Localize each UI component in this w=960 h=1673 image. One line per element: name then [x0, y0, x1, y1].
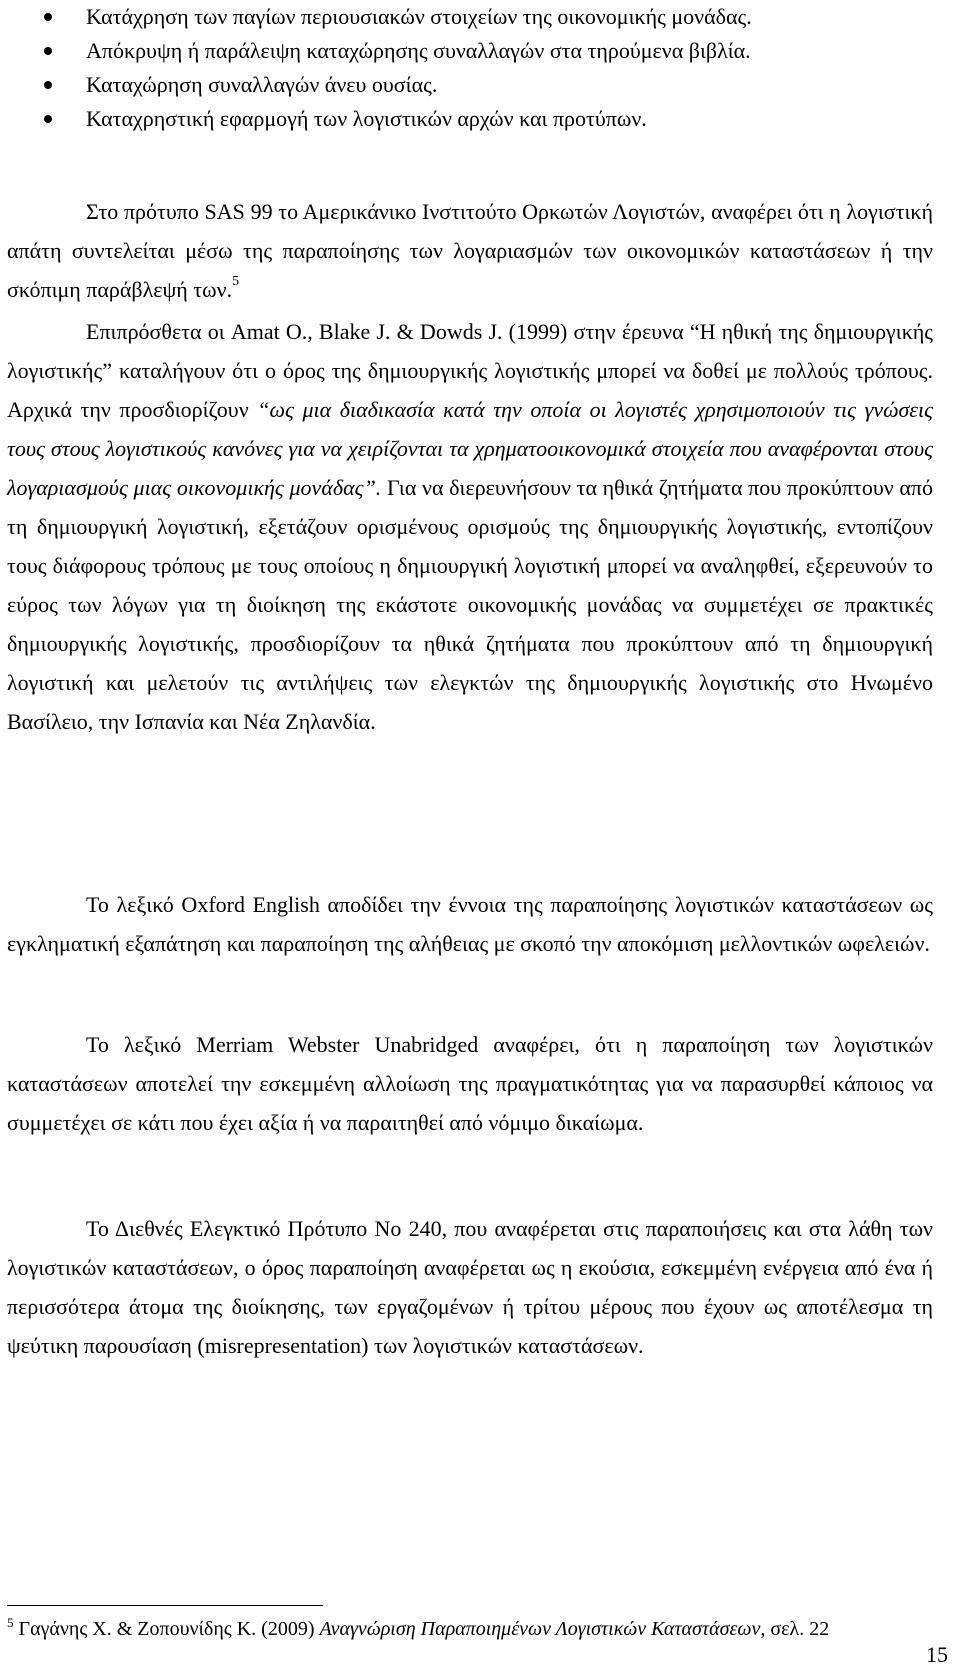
paragraph-merriam-webster: Το λεξικό Merriam Webster Unabridged αναφέρει, ότι η παραποίηση των λογιστικών καταστάσεων αποτελεί την εσκεμμένη αλλοίωση της πραγματικότητας για να παρασυρθεί κάποιος να συμμετέχει σε κάτι που έχει αξία ή να παραιτηθεί από νόμιμο δικαίωμα. — [7, 1032, 933, 1135]
definition-quote: “ως μια διαδικασία κατά την οποία οι λογιστές χρησιμοποιούν τις γνώσεις τους στους λογιστικούς κανόνες για να χειρίζονται τα χρηματοοικονομικά στοιχεία που αναφέρονται στους λογαριασμούς μιας οικονομικής μονάδας”. — [7, 397, 933, 500]
paragraph-creative-accounting: Επιπρόσθετα οι Amat O., Blake J. & Dowds J. (1999) στην έρευνα “Η ηθική της δημιουργικής λογιστικής” καταλήγουν ότι ο όρος της δημιουργικής λογιστικής μπορεί να δοθεί με πολλούς τρόπους. Αρχικά την προσδιορίζουν “ως μια διαδικασία κατά την οποία οι λογιστές χρησιμοποιούν τις γνώσεις τους στους λογιστικούς κανόνες για να χειρίζονται τα χρηματοοικονομικά στοιχεία που αναφέρονται στους λογαριασμούς μιας οικονομικής μονάδας”. Για να διερευνήσουν τα ηθικά ζητήματα που προκύπτουν από τη δημιουργική λογιστική, εξετάζουν ορισμένους ορισμούς της δημιουργικής λογιστικής, εντοπίζουν τους διάφορους τρόπους με τους οποίους η δημιουργική λογιστική μπορεί να αναληφθεί, εξερευνούν το εύρος των λόγων για τη διοίκηση της εκάστοτε οικονομικής μονάδας να συμμετέχει σε πρακτικές δημιουργικής λογιστικής, προσδιορίζουν τα ηθικά ζητήματα που προκύπτουν από τη δημιουργική λογιστική και μελετούν τις αντιλήψεις των ελεγκτών της δημιουργικής λογιστικής στο Ηνωμένο Βασίλειο, την Ισπανία και Νέα Ζηλανδία. — [7, 319, 934, 734]
footnote-ref: 5 — [232, 274, 240, 289]
bullet-item: Καταχρηστική εφαρμογή των λογιστικών αρχών και προτύπων. — [0, 102, 960, 136]
bullet-item: Απόκρυψη ή παράλειψη καταχώρησης συναλλαγών στα τηρούμενα βιβλία. — [0, 34, 960, 68]
bullet-item: Καταχώρηση συναλλαγών άνευ ουσίας. — [0, 68, 960, 102]
bullet-item: Κατάχρηση των παγίων περιουσιακών στοιχείων της οικονομικής μονάδας. — [0, 0, 960, 34]
paragraph-oxford: Το λεξικό Oxford English αποδίδει την έννοια της παραποίησης λογιστικών καταστάσεων ως εγκληματική εξαπάτηση και παραποίηση της αλήθειας με σκοπό την αποκόμιση μελλοντικών ωφελειών. — [7, 892, 933, 956]
bullet-icon — [44, 13, 52, 21]
paragraph-isa-240: Το Διεθνές Ελεγκτικό Πρότυπο Νο 240, που αναφέρεται στις παραποιήσεις και στα λάθη των λογιστικών καταστάσεων, ο όρος παραποίηση αναφέρεται ως η εκούσια, εσκεμμένη ενέργεια από ένα ή περισσότερα άτομα της διοίκησης, των εργαζομένων ή τρίτου μέρους που έχουν ως αποτέλεσμα τη ψεύτικη παρουσίαση (misrepresentation) των λογιστικών καταστάσεων. — [7, 1216, 933, 1358]
footnote: $^5$ Γαγάνης Χ. & Ζοπουνίδης Κ. (2009) Αναγνώριση Παραποιημένων Λογιστικών Καταστάσεων, σελ. 22 — [7, 1615, 830, 1640]
bullet-list — [0, 0, 960, 136]
bullet-icon — [44, 47, 52, 55]
bullet-icon — [44, 81, 52, 89]
bullet-icon — [44, 115, 52, 123]
page-number: 15 — [926, 1642, 948, 1667]
footnote-separator — [7, 1605, 323, 1606]
paragraph-sas99: Στο πρότυπο SAS 99 το Αμερικάνικο Ινστιτούτο Ορκωτών Λογιστών, αναφέρει ότι η λογιστική απάτη συντελείται μέσω της παραποίησης των λογαριασμών των οικονομικών καταστάσεων ή την σκόπιμη παράβλεψή των.$^5$ — [7, 199, 933, 302]
